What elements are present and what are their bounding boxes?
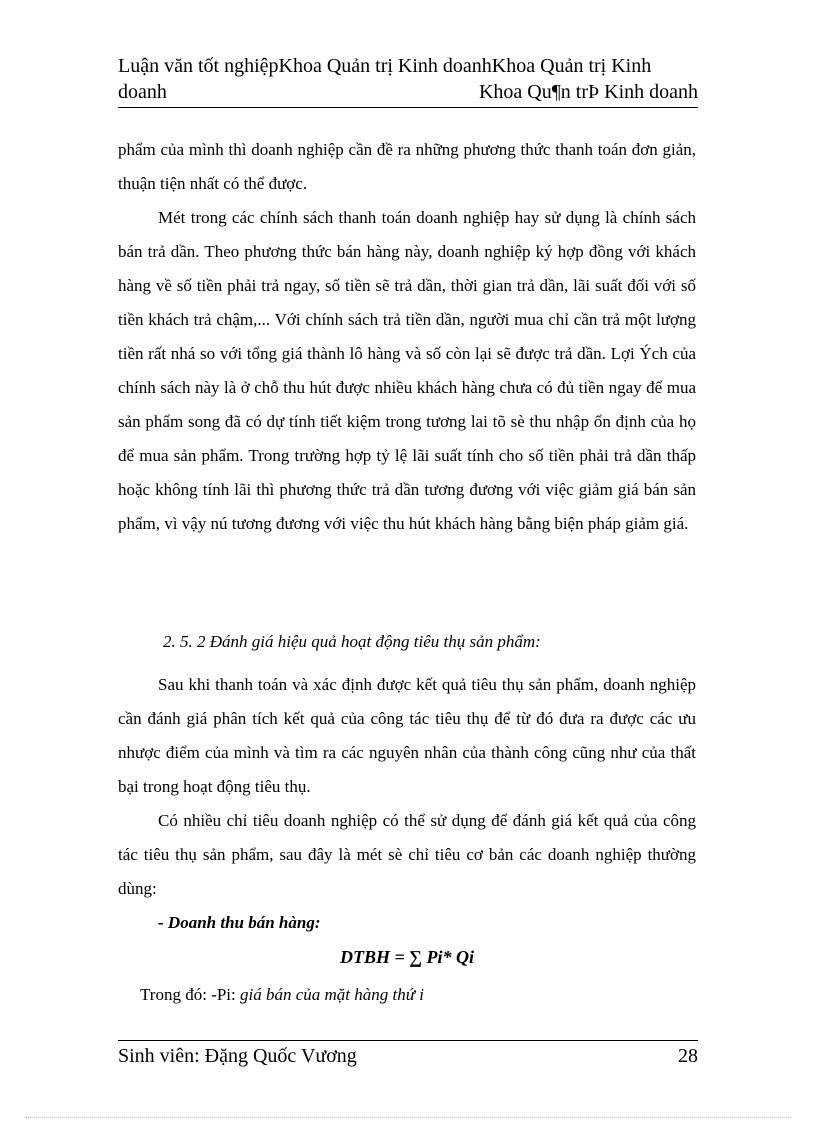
- bullet-revenue: - Doanh thu bán hàng:: [158, 913, 321, 932]
- legend-label: Trong đó: -Pi:: [140, 985, 240, 1004]
- paragraph-4: Có nhiều chỉ tiêu doanh nghiệp có thể sử dụng để đánh giá kết quả của công tác tiêu thụ sản phẩm, sau đây là mét sè chỉ tiêu cơ bản các doanh nghiệp thường dùng:: [118, 811, 696, 898]
- paragraph-2: Mét trong các chính sách thanh toán doanh nghiệp hay sử dụng là chính sách bán trả dần. Theo phương thức bán hàng này, doanh nghiệp ký hợp đồng với khách hàng về số tiền phải trả ngay, số tiền sẽ trả dần, thời gian trả dần, lãi suất đối với số tiền khách trả chậm,... Với chính sách trả tiền dần, người mua chỉ cần trả một lượng tiền rất nhá so với tổng giá thành lô hàng và số còn lại sẽ được trả dần. Lợi Ých của chính sách này là ở chỗ thu hút được nhiều khách hàng chưa có đủ tiền ngay để mua sản phẩm song đã có dự tính tiết kiệm trong tương lai tõ sè thu nhập ổn định của họ để mua sản phẩm. Trong trường hợp tỷ lệ lãi suất tính cho số tiền phải trả dần thấp hoặc không tính lãi thì phương thức trả dần tương đương với việc giảm giá bán sản phẩm, vì vậy nú tương đương với việc thu hút khách hàng bằng biện pháp giảm giá.: [118, 208, 696, 533]
- header-title-line-2: [118, 79, 698, 105]
- paragraph-1: phẩm của mình thì doanh nghiệp cần đề ra những phương thức thanh toán đơn giản, thuận tiện nhất có thể được.: [118, 140, 696, 193]
- footer-rule: [118, 1040, 698, 1041]
- footer: [118, 1045, 698, 1068]
- formula-legend: [140, 985, 424, 1005]
- formula: DTBH = ∑ Pi* Qi: [339, 947, 475, 967]
- header-title-left: doanh: [118, 81, 167, 103]
- section-heading: 2. 5. 2 Đánh giá hiệu quả hoạt động tiêu thụ sản phẩm:: [163, 632, 541, 651]
- header-title-line: Luận văn tốt nghiệpKhoa Quản trị Kinh doanhKhoa Quản trị Kinh: [118, 55, 652, 77]
- legend-text: giá bán của mặt hàng thứ i: [239, 985, 424, 1004]
- paragraph-3: Sau khi thanh toán và xác định được kết quả tiêu thụ sản phẩm, doanh nghiệp cần đánh giá phân tích kết quả của công tác tiêu thụ để từ đó đưa ra được các ưu nhược điểm của mình và tìm ra các nguyên nhân của thành công cũng như của thất bại trong hoạt động tiêu thụ.: [118, 675, 696, 796]
- page-edge: [25, 1117, 791, 1118]
- student-name: Sinh viên: Đặng Quốc Vương: [118, 1045, 357, 1067]
- header-title-right: Khoa Qu¶n trÞ Kinh doanh: [478, 81, 698, 103]
- header-rule: [118, 107, 698, 108]
- page-number: 28: [678, 1045, 698, 1067]
